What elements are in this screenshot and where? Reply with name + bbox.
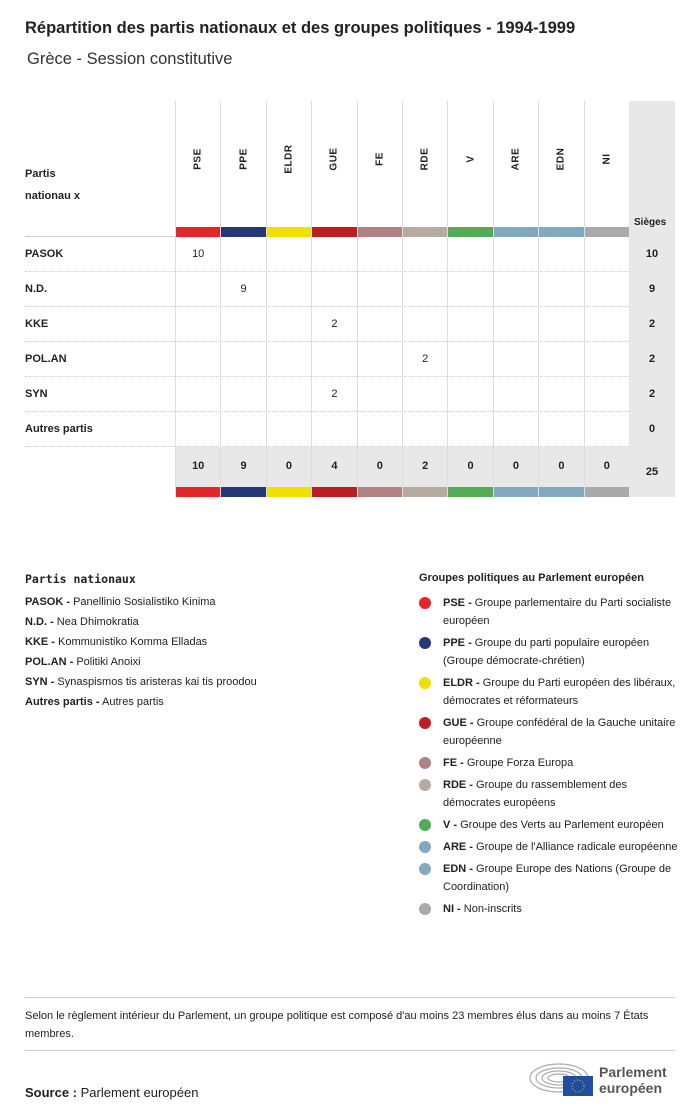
- table-header: [25, 101, 675, 237]
- seat-cell: [220, 237, 265, 272]
- total-cell: [266, 447, 311, 497]
- seat-cell: [584, 377, 629, 412]
- seat-cell: [538, 307, 583, 342]
- total-cell: [220, 447, 265, 497]
- column-label: ARE: [510, 147, 522, 171]
- seat-cell: [311, 342, 356, 377]
- column-label: ELDR: [283, 144, 295, 174]
- group-color-dot-icon: [419, 597, 431, 609]
- party-code: SYN -: [25, 676, 55, 688]
- row-seats: 0: [629, 412, 675, 447]
- total-value: 2: [422, 460, 429, 472]
- group-color-bar: [448, 227, 492, 237]
- group-color-dot-icon: [419, 779, 431, 791]
- party-full-name: Politiki Anoixi: [76, 656, 141, 668]
- group-color-bar: [403, 487, 447, 497]
- group-legend: [419, 572, 679, 922]
- group-color-bar: [403, 227, 447, 237]
- hemicycle-icon: [529, 1060, 595, 1098]
- total-value: 0: [285, 460, 293, 472]
- group-code: ELDR -: [443, 677, 480, 689]
- group-color-dot-icon: [419, 819, 431, 831]
- column-label: RDE: [419, 147, 431, 171]
- seat-cell: [538, 377, 583, 412]
- group-color-bar: [267, 487, 311, 497]
- seat-cell: [493, 237, 538, 272]
- seat-cell: [447, 237, 492, 272]
- party-name: N.D.: [25, 283, 47, 295]
- column-fe: [357, 101, 402, 237]
- column-ni: [584, 101, 629, 237]
- total-seats: 25: [629, 447, 675, 497]
- column-edn: [538, 101, 583, 237]
- seat-cell: [175, 342, 220, 377]
- party-legend: [25, 572, 355, 716]
- party-name: KKE: [25, 318, 49, 330]
- row-seats: 9: [629, 272, 675, 307]
- column-eldr: [266, 101, 311, 237]
- seat-cell: 2: [311, 377, 356, 412]
- group-code: RDE -: [443, 779, 473, 791]
- seat-cell: [266, 272, 311, 307]
- seat-cell: [311, 412, 356, 447]
- group-color-bar: [494, 227, 538, 237]
- party-legend-item: [25, 596, 355, 608]
- group-code: PSE -: [443, 597, 472, 609]
- total-value: 4: [331, 460, 338, 472]
- seat-cell: [584, 342, 629, 377]
- group-color-bar: [585, 487, 629, 497]
- total-cell: [447, 447, 492, 497]
- table-row: [25, 272, 675, 307]
- seat-cell: [447, 272, 492, 307]
- group-color-bar: [312, 487, 356, 497]
- total-value: 0: [376, 460, 383, 472]
- party-legend-item: [25, 656, 355, 668]
- table-row: [25, 342, 675, 377]
- total-value: 0: [467, 460, 474, 472]
- group-color-bar: [312, 227, 356, 237]
- group-color-bar: [358, 487, 402, 497]
- logo-line2: européen: [599, 1080, 663, 1096]
- group-color-bar: [539, 487, 583, 497]
- seat-cell: 9: [220, 272, 265, 307]
- row-seats: 2: [629, 307, 675, 342]
- column-v: [447, 101, 492, 237]
- group-full-name: Groupe confédéral de la Gauche unitaire européenne: [443, 717, 676, 747]
- seat-cell: [402, 377, 447, 412]
- source: [25, 1085, 198, 1100]
- party-code: PASOK -: [25, 596, 71, 608]
- group-legend-item: [419, 634, 679, 670]
- group-code: EDN -: [443, 863, 473, 875]
- group-full-name: Groupe Europe des Nations (Groupe de Coordination): [443, 863, 672, 893]
- total-value: 10: [192, 460, 205, 472]
- row-seats: 2: [629, 342, 675, 377]
- party-full-name: Panellinio Sosialistiko Kinima: [73, 596, 216, 608]
- group-color-dot-icon: [419, 863, 431, 875]
- seat-cell: 2: [402, 342, 447, 377]
- seat-cell: [493, 377, 538, 412]
- party-code: N.D. -: [25, 616, 54, 628]
- column-rde: [402, 101, 447, 237]
- seat-cell: [175, 307, 220, 342]
- group-color-dot-icon: [419, 717, 431, 729]
- column-label: GUE: [328, 147, 340, 171]
- group-full-name: Non-inscrits: [463, 903, 522, 915]
- seat-cell: [402, 412, 447, 447]
- group-code: NI -: [443, 903, 461, 915]
- seat-cell: [266, 342, 311, 377]
- seats-header-label: Sièges: [634, 217, 667, 228]
- group-legend-title: Groupes politiques au Parlement européen: [419, 572, 644, 584]
- totals-row: [25, 447, 675, 497]
- total-cell: [584, 447, 629, 497]
- group-full-name: Groupe du rassemblement des démocrates européens: [443, 779, 628, 809]
- seat-cell: 10: [175, 237, 220, 272]
- column-gue: [311, 101, 356, 237]
- seat-cell: [357, 377, 402, 412]
- row-seats: 10: [629, 237, 675, 272]
- party-legend-item: [25, 616, 355, 628]
- seat-cell: [584, 412, 629, 447]
- seat-cell: [220, 377, 265, 412]
- group-color-bar: [448, 487, 492, 497]
- group-color-bar: [539, 227, 583, 237]
- party-legend-title: Partis nationaux: [25, 572, 136, 586]
- seat-cell: [266, 307, 311, 342]
- group-color-bar: [176, 227, 220, 237]
- column-label: EDN: [555, 147, 567, 171]
- seat-cell: [584, 237, 629, 272]
- seat-cell: [175, 412, 220, 447]
- total-value: 0: [603, 460, 610, 472]
- group-legend-item: [419, 674, 679, 710]
- seat-cell: [220, 307, 265, 342]
- group-color-bar: [176, 487, 220, 497]
- group-legend-item: [419, 594, 679, 630]
- group-code: FE -: [443, 757, 464, 769]
- seat-cell: [266, 237, 311, 272]
- group-color-bar: [358, 227, 402, 237]
- party-code: POL.AN -: [25, 656, 74, 668]
- group-full-name: Groupe des Verts au Parlement européen: [460, 819, 664, 831]
- group-color-dot-icon: [419, 677, 431, 689]
- total-cell: [175, 447, 220, 497]
- group-code: PPE -: [443, 637, 472, 649]
- logo-line1: Parlement: [599, 1064, 667, 1080]
- group-code: V -: [443, 819, 458, 831]
- seat-cell: [357, 237, 402, 272]
- group-full-name: Groupe du parti populaire européen (Groupe démocrate-chrétien): [443, 637, 650, 667]
- seat-cell: [266, 377, 311, 412]
- column-label: PPE: [238, 148, 250, 170]
- total-value: 0: [512, 460, 520, 472]
- column-ppe: [220, 101, 265, 237]
- party-code: Autres partis -: [25, 696, 100, 708]
- group-legend-item: [419, 900, 679, 918]
- seat-cell: [175, 272, 220, 307]
- group-code: ARE -: [443, 841, 473, 853]
- column-are: [493, 101, 538, 237]
- column-label: NI: [601, 153, 613, 165]
- group-legend-item: [419, 714, 679, 750]
- party-full-name: Nea Dhimokratia: [56, 616, 139, 628]
- seat-cell: [311, 272, 356, 307]
- seat-cell: [402, 307, 447, 342]
- seat-cell: [447, 377, 492, 412]
- page-subtitle: Grèce - Session constitutive: [27, 50, 233, 68]
- group-full-name: Groupe Forza Europa: [466, 757, 574, 769]
- group-color-dot-icon: [419, 841, 431, 853]
- row-seats: 2: [629, 377, 675, 412]
- group-full-name: Groupe parlementaire du Parti socialiste européen: [443, 597, 672, 627]
- seat-cell: [447, 342, 492, 377]
- seat-cell: [538, 412, 583, 447]
- party-name: PASOK: [25, 248, 64, 260]
- seat-cell: [311, 237, 356, 272]
- party-legend-item: [25, 696, 355, 708]
- total-cell: [357, 447, 402, 497]
- seat-cell: [584, 272, 629, 307]
- total-cell: [538, 447, 583, 497]
- group-color-dot-icon: [419, 637, 431, 649]
- table-row: [25, 307, 675, 342]
- source-label: Source :: [25, 1085, 78, 1100]
- table-row: [25, 237, 675, 272]
- group-legend-item: [419, 754, 679, 772]
- seat-cell: [220, 342, 265, 377]
- group-legend-item: [419, 816, 679, 834]
- column-label: FE: [374, 152, 386, 166]
- group-full-name: Groupe du Parti européen des libéraux, démocrates et réformateurs: [443, 677, 676, 707]
- parliament-logo: [529, 1060, 679, 1100]
- seat-cell: [538, 272, 583, 307]
- party-legend-item: [25, 636, 355, 648]
- group-legend-item: [419, 776, 679, 812]
- seat-cell: [357, 307, 402, 342]
- party-name: SYN: [25, 388, 48, 400]
- party-code: KKE -: [25, 636, 55, 648]
- total-cell: [402, 447, 447, 497]
- seat-cell: [357, 342, 402, 377]
- footnote: Selon le règlement intérieur du Parlement, un groupe politique est composé d'au moins 23 membres élus dans au moins 7 États membres.: [25, 997, 675, 1051]
- total-value: 9: [240, 460, 247, 472]
- seat-cell: [357, 412, 402, 447]
- seat-cell: [175, 377, 220, 412]
- seat-cell: 2: [311, 307, 356, 342]
- seat-cell: [402, 237, 447, 272]
- seat-cell: [357, 272, 402, 307]
- seat-cell: [584, 307, 629, 342]
- group-color-dot-icon: [419, 903, 431, 915]
- party-full-name: Autres partis: [102, 696, 164, 708]
- seat-cell: [493, 307, 538, 342]
- party-full-name: Kommunistiko Komma Elladas: [58, 636, 208, 648]
- group-color-dot-icon: [419, 757, 431, 769]
- seat-cell: [220, 412, 265, 447]
- group-color-bar: [494, 487, 538, 497]
- row-header: Partis nationau x: [25, 168, 81, 202]
- group-color-bar: [221, 227, 265, 237]
- group-color-bar: [585, 227, 629, 237]
- total-cell: [493, 447, 538, 497]
- seat-table: [25, 101, 675, 497]
- seat-cell: [493, 272, 538, 307]
- table-row: [25, 412, 675, 447]
- total-value: 0: [558, 460, 565, 472]
- column-label: PSE: [192, 148, 204, 170]
- seat-cell: [266, 412, 311, 447]
- table-row: [25, 377, 675, 412]
- source-value: Parlement européen: [80, 1085, 199, 1100]
- party-full-name: Synaspismos tis aristeras kai tis proodou: [57, 676, 257, 688]
- seat-cell: [447, 307, 492, 342]
- group-full-name: Groupe de l'Alliance radicale européenne: [476, 841, 678, 853]
- group-legend-item: [419, 860, 679, 896]
- seat-cell: [538, 237, 583, 272]
- seat-cell: [402, 272, 447, 307]
- column-label: V: [465, 155, 477, 163]
- seat-cell: [447, 412, 492, 447]
- total-cell: [311, 447, 356, 497]
- party-legend-item: [25, 676, 355, 688]
- party-name: POL.AN: [25, 353, 67, 365]
- group-color-bar: [267, 227, 311, 237]
- party-name: Autres partis: [25, 423, 93, 435]
- page-title: Répartition des partis nationaux et des groupes politiques - 1994-1999: [25, 19, 576, 37]
- seats-header: [629, 101, 675, 237]
- seat-cell: [493, 412, 538, 447]
- column-pse: [175, 101, 220, 237]
- seat-cell: [493, 342, 538, 377]
- group-code: GUE -: [443, 717, 474, 729]
- seat-cell: [538, 342, 583, 377]
- group-legend-item: [419, 838, 679, 856]
- group-color-bar: [221, 487, 265, 497]
